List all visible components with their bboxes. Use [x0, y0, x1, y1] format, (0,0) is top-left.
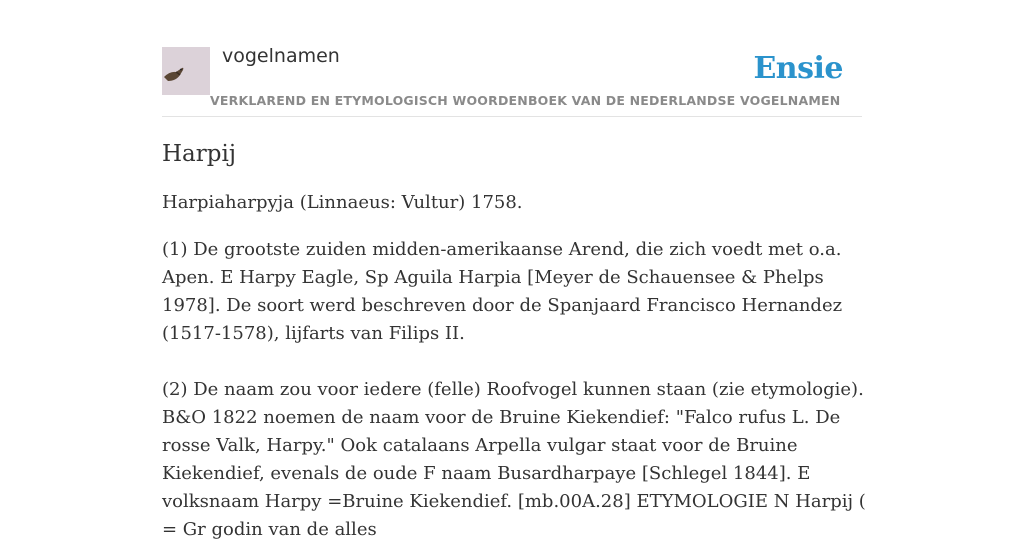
site-header [162, 40, 862, 117]
entry-description: (1) De grootste zuiden midden-amerikaanse Arend, die zich voedt met o.a. Apen. E Harpy Eagle, Sp Aguila Harpia [Meyer de Schauensee & Phelps 1978]. De soort werd beschreven door de Spanjaard Francisco Hernandez (1517-1578), lijfarts van Filips II. (2) De naam zou voor iedere (felle) Roofvogel kunnen staan (zie etymologie). B&O 1822 noemen de naam voor de Bruine Kiekendief: "Falco rufus L. De rosse Valk, Harpy." Ook catalaans Arpella vulgar staat voor de Bruine Kiekendief, evenals de oude F naam Busardharpaye [Schlegel 1844]. E volksnaam Harpy =Bruine Kiekendief. [mb.00A.28] ETYMOLOGIE N Harpij ( = Gr godin van de alles [162, 239, 866, 540]
ensie-logo-link[interactable]: Ensie [753, 51, 843, 86]
site-name-link[interactable]: vogelnamen [222, 45, 340, 67]
site-tagline: VERKLAREND EN ETYMOLOGISCH WOORDENBOEK VAN DE NEDERLANDSE VOGELNAMEN [210, 93, 841, 108]
entry-title: Harpij [162, 141, 236, 167]
entry-content [162, 138, 872, 544]
bird-avatar-icon[interactable] [162, 47, 210, 95]
entry-scientific-name: Harpiaharpyja (Linnaeus: Vultur) 1758. [162, 192, 523, 213]
